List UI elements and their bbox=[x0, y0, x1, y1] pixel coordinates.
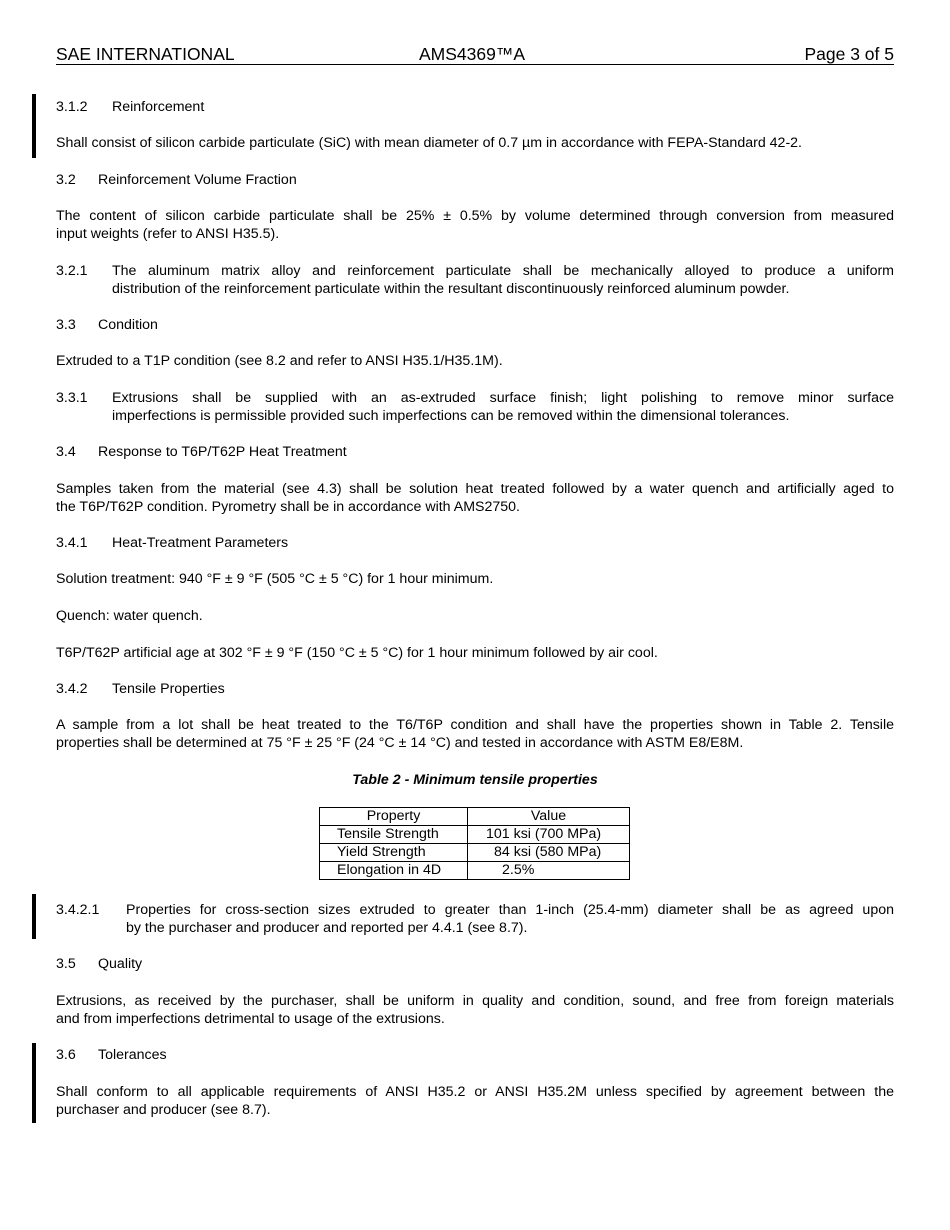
table-caption: Table 2 - Minimum tensile properties bbox=[352, 772, 598, 788]
table-cell: Yield Strength bbox=[320, 844, 468, 862]
section-title: Tensile Properties bbox=[112, 681, 225, 697]
section-title: Condition bbox=[98, 317, 158, 333]
table-row bbox=[320, 862, 630, 880]
paragraph: Solution treatment: 940 °F ± 9 °F (505 °C ± 5 °C) for 1 hour minimum. bbox=[56, 571, 494, 587]
paragraph-line: A sample from a lot shall be heat treated to the T6/T6P condition and shall have the properties shown in Table 2. Tensile bbox=[56, 717, 894, 733]
section-number: 3.4.2.1 bbox=[56, 902, 100, 918]
page-number: Page 3 of 5 bbox=[804, 44, 894, 64]
section-number: 3.3 bbox=[56, 317, 76, 333]
paragraph bbox=[112, 389, 894, 425]
paragraph-line: Extrusions shall be supplied with an as-extruded surface finish; light polishing to remove minor surface bbox=[112, 390, 894, 406]
section-number: 3.2 bbox=[56, 172, 76, 188]
paragraph bbox=[56, 992, 894, 1028]
change-bar bbox=[32, 1043, 36, 1123]
paragraph-line: distribution of the reinforcement particulate within the resultant discontinuously reinforced aluminum powder. bbox=[112, 281, 790, 297]
section-number: 3.1.2 bbox=[56, 99, 88, 115]
table-row bbox=[320, 826, 630, 844]
paragraph: Shall consist of silicon carbide particulate (SiC) with mean diameter of 0.7 µm in accordance with FEPA-Standard 42-2. bbox=[56, 135, 802, 151]
paragraph bbox=[56, 480, 894, 516]
section-number: 3.3.1 bbox=[56, 390, 88, 406]
section-number: 3.4.1 bbox=[56, 535, 88, 551]
paragraph-line: and from imperfections detrimental to usage of the extrusions. bbox=[56, 1011, 445, 1027]
table-cell: 2.5% bbox=[468, 862, 630, 880]
paragraph-line: the T6P/T62P condition. Pyrometry shall be in accordance with AMS2750. bbox=[56, 499, 520, 515]
section-number: 3.6 bbox=[56, 1047, 76, 1063]
table-header-row bbox=[320, 808, 630, 826]
section-title: Quality bbox=[98, 956, 143, 972]
table-row bbox=[320, 844, 630, 862]
paragraph-line: The content of silicon carbide particulate shall be 25% ± 0.5% by volume determined through conversion from measured bbox=[56, 208, 894, 224]
change-bar bbox=[32, 894, 36, 939]
paragraph-line: Properties for cross-section sizes extruded to greater than 1-inch (25.4-mm) diameter shall be as agreed upon bbox=[126, 902, 894, 918]
paragraph bbox=[56, 716, 894, 752]
paragraph-line: input weights (refer to ANSI H35.5). bbox=[56, 226, 280, 242]
section-title: Tolerances bbox=[98, 1047, 167, 1063]
table-cell: Elongation in 4D bbox=[320, 862, 468, 880]
paragraph-line: purchaser and producer (see 8.7). bbox=[56, 1102, 271, 1118]
table-cell: 101 ksi (700 MPa) bbox=[468, 826, 630, 844]
paragraph bbox=[56, 207, 894, 243]
publisher-name: SAE INTERNATIONAL bbox=[56, 44, 235, 64]
paragraph bbox=[56, 1083, 894, 1119]
paragraph-line: properties shall be determined at 75 °F ± 25 °F (24 °C ± 14 °C) and tested in accordance with ASTM E8/E8M. bbox=[56, 735, 744, 751]
section-number: 3.4 bbox=[56, 444, 76, 460]
section-number: 3.5 bbox=[56, 956, 76, 972]
paragraph: T6P/T62P artificial age at 302 °F ± 9 °F (150 °C ± 5 °C) for 1 hour minimum followed by air cool. bbox=[56, 645, 658, 661]
paragraph-line: Samples taken from the material (see 4.3) shall be solution heat treated followed by a water quench and artificially aged to bbox=[56, 481, 894, 497]
paragraph-line: Extrusions, as received by the purchaser, shall be uniform in quality and condition, sound, and free from foreign materials bbox=[56, 993, 894, 1009]
table-cell: 84 ksi (580 MPa) bbox=[468, 844, 630, 862]
table-header-cell: Property bbox=[320, 808, 468, 826]
change-bar bbox=[32, 94, 36, 158]
paragraph-line: Shall conform to all applicable requirements of ANSI H35.2 or ANSI H35.2M unless specified by agreement between the bbox=[56, 1084, 894, 1100]
paragraph bbox=[112, 262, 894, 298]
paragraph-line: by the purchaser and producer and reported per 4.4.1 (see 8.7). bbox=[126, 920, 528, 936]
section-title: Reinforcement bbox=[112, 99, 205, 115]
paragraph: Extruded to a T1P condition (see 8.2 and refer to ANSI H35.1/H35.1M). bbox=[56, 353, 503, 369]
document-number: AMS4369™A bbox=[419, 44, 526, 64]
tensile-properties-table bbox=[319, 807, 630, 880]
section-title: Response to T6P/T62P Heat Treatment bbox=[98, 444, 347, 460]
section-number: 3.4.2 bbox=[56, 681, 88, 697]
table-header-cell: Value bbox=[468, 808, 630, 826]
page-header bbox=[56, 44, 894, 65]
paragraph bbox=[126, 901, 894, 937]
paragraph: Quench: water quench. bbox=[56, 608, 203, 624]
table-cell: Tensile Strength bbox=[320, 826, 468, 844]
section-title: Heat-Treatment Parameters bbox=[112, 535, 289, 551]
paragraph-line: The aluminum matrix alloy and reinforcement particulate shall be mechanically alloyed to produce a uniform bbox=[112, 263, 894, 279]
section-title: Reinforcement Volume Fraction bbox=[98, 172, 297, 188]
section-number: 3.2.1 bbox=[56, 263, 88, 279]
paragraph-line: imperfections is permissible provided such imperfections can be removed within the dimensional tolerances. bbox=[112, 408, 790, 424]
